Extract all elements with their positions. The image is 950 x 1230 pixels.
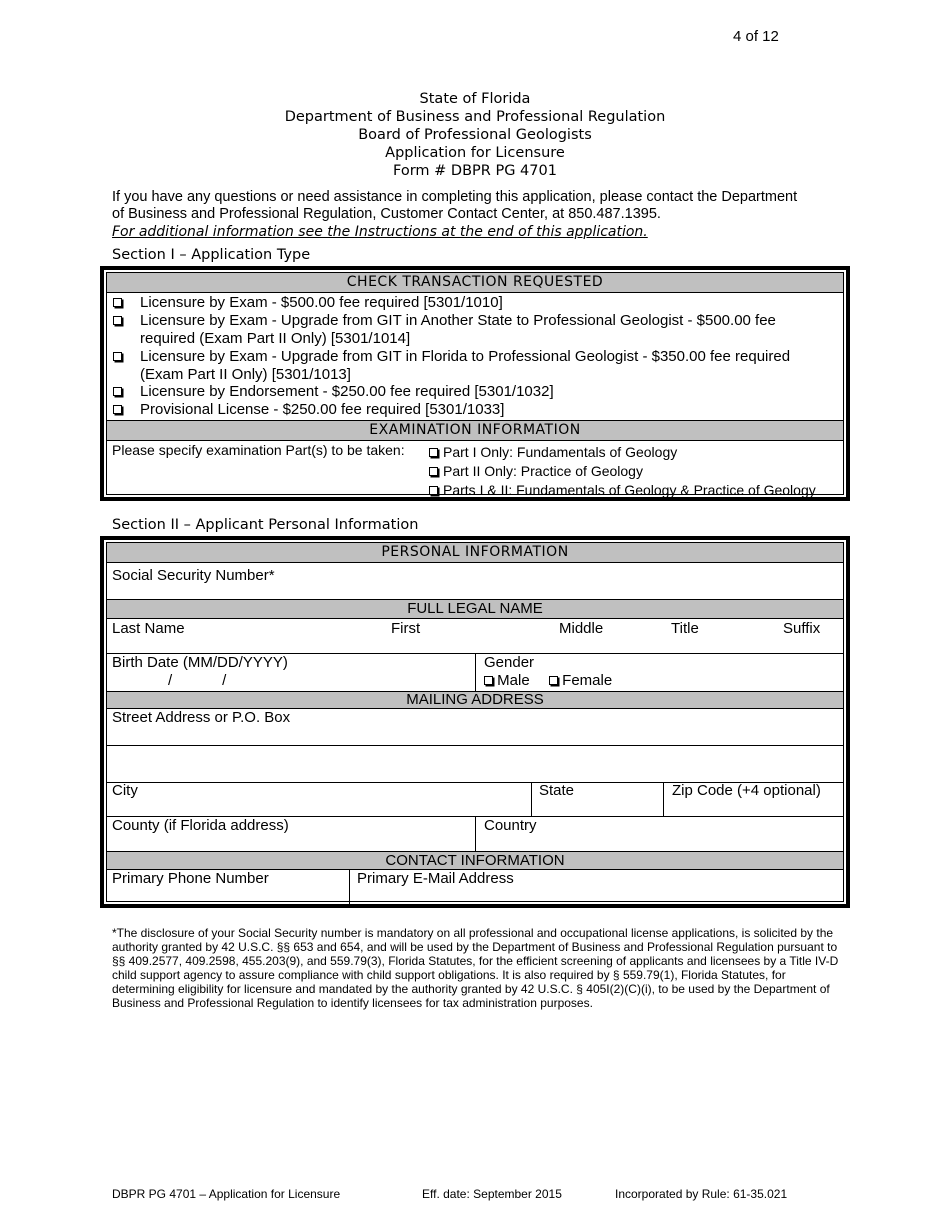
ssn-disclosure-note: *The disclosure of your Social Security number is mandatory on all professional and occupational license applications, is solicited by the authority granted by 42 U.S.C. §§ 653 and 654, and will be used by the Department of Business and Professional Regulation pursuant to §§ 409.2577, 409.2598, 455.203(9), and 559.79(3), Florida Statutes, for the efficient screening of applicants and licensees by a Title IV-D child support agency to assure compliance with child support obligations. It is also required by § 559.79(1), Florida Statutes, for determining eligibility for licensure and mandated by the authority granted by 42 U.S.C. § 405I(2)(C)(i), to be used by the Department of Business and Professional Regulation to identify licensees for tax administration purposes. — [112, 926, 839, 1010]
first-name-label: First — [391, 620, 421, 637]
checkbox-icon[interactable] — [113, 405, 122, 414]
city-label: City — [112, 782, 138, 799]
checkbox-icon[interactable] — [549, 676, 558, 685]
checkbox-icon[interactable] — [429, 448, 438, 457]
middle-name-label: Middle — [559, 620, 604, 637]
checkbox-icon[interactable] — [113, 316, 122, 325]
birth-date-field[interactable]: / / — [168, 672, 227, 689]
mailing-address-band: MAILING ADDRESS — [107, 691, 843, 709]
contact-information-band: CONTACT INFORMATION — [107, 851, 843, 870]
checkbox-icon[interactable] — [429, 486, 438, 495]
section-1-table: CHECK TRANSACTION REQUESTED Licensure by Exam - $500.00 fee required [5301/1010] Licensure by Exam - Upgrade from GIT in Another State to Professional Geologist - $500.00 fee required (Exam Part II Only) [5301/1014] Licensure by Exam - Upgrade from GIT in Florida to Professional Geologist - $350.00 fee required (Exam Part II Only) [5301/1013] Licensure by Endorsement - $250.00 fee required [5301/1032] Provisional License - $250.00 fee required [5301/1033] EXAMINATION INFORMATION Please specify examination Part(s) to be taken: Part I Only: Fundamentals of Geology Part II Only: Practice of Geology Parts I & II: Fundamentals of Geology & Practice of Geology — [100, 266, 850, 501]
personal-information-band: PERSONAL INFORMATION — [107, 543, 843, 563]
intro-text: If you have any questions or need assistance in completing this application, please contact the Department of Business and Professional Regulation, Customer Contact Center, at 850.487.1395. — [112, 189, 798, 222]
page-number: 4 of 12 — [733, 28, 779, 45]
exam-part-2[interactable]: Part II Only: Practice of Geology — [429, 463, 643, 479]
form-header — [0, 90, 950, 180]
gender-female-option[interactable]: Female — [549, 672, 612, 689]
footer-effective-date: Eff. date: September 2015 — [422, 1187, 562, 1201]
checkbox-icon[interactable] — [113, 352, 122, 361]
gender-male-option[interactable]: Male — [484, 672, 530, 689]
checkbox-icon[interactable] — [113, 298, 122, 307]
county-label: County (if Florida address) — [112, 817, 289, 834]
section-2-table — [100, 536, 850, 908]
gender-label: Gender — [484, 654, 535, 671]
section-1-title: Section I – Application Type — [112, 247, 311, 263]
section-2-title: Section II – Applicant Personal Information — [112, 517, 419, 533]
exam-parts-1-2[interactable]: Parts I & II: Fundamentals of Geology & Practice of Geology — [429, 482, 816, 498]
suffix-label: Suffix — [783, 620, 821, 637]
primary-phone-label: Primary Phone Number — [112, 870, 269, 887]
footer-form-name: DBPR PG 4701 – Application for Licensure — [112, 1187, 341, 1201]
exam-prompt: Please specify examination Part(s) to be taken: — [112, 442, 405, 458]
checkbox-icon[interactable] — [429, 467, 438, 476]
street-address-label: Street Address or P.O. Box — [112, 709, 291, 726]
footer-rule: Incorporated by Rule: 61-35.021 — [615, 1187, 788, 1201]
header-form-number: Form # DBPR PG 4701 — [393, 163, 557, 179]
title-label: Title — [671, 620, 699, 637]
checkbox-icon[interactable] — [484, 676, 493, 685]
header-department: Department of Business and Professional Regulation — [284, 109, 666, 125]
birth-date-label: Birth Date (MM/DD/YYYY) — [112, 654, 288, 671]
last-name-label: Last Name — [112, 620, 185, 637]
country-label: Country — [484, 817, 537, 834]
examination-band: EXAMINATION INFORMATION — [107, 420, 843, 441]
exam-part-1[interactable]: Part I Only: Fundamentals of Geology — [429, 444, 677, 460]
intro-instructions-note: For additional information see the Instructions at the end of this application. — [112, 224, 648, 240]
header-application: Application for Licensure — [385, 145, 565, 161]
zip-code-label: Zip Code (+4 optional) — [672, 782, 821, 799]
header-board: Board of Professional Geologists — [358, 127, 592, 143]
full-legal-name-band: FULL LEGAL NAME — [107, 599, 843, 619]
state-label: State — [539, 782, 575, 799]
ssn-field[interactable] — [107, 564, 843, 599]
primary-email-label: Primary E-Mail Address — [357, 870, 514, 887]
header-state: State of Florida — [419, 91, 531, 107]
check-transaction-band: CHECK TRANSACTION REQUESTED — [107, 273, 843, 293]
ssn-label: Social Security Number* — [112, 567, 275, 584]
checkbox-icon[interactable] — [113, 387, 122, 396]
full-name-field[interactable] — [107, 619, 843, 653]
